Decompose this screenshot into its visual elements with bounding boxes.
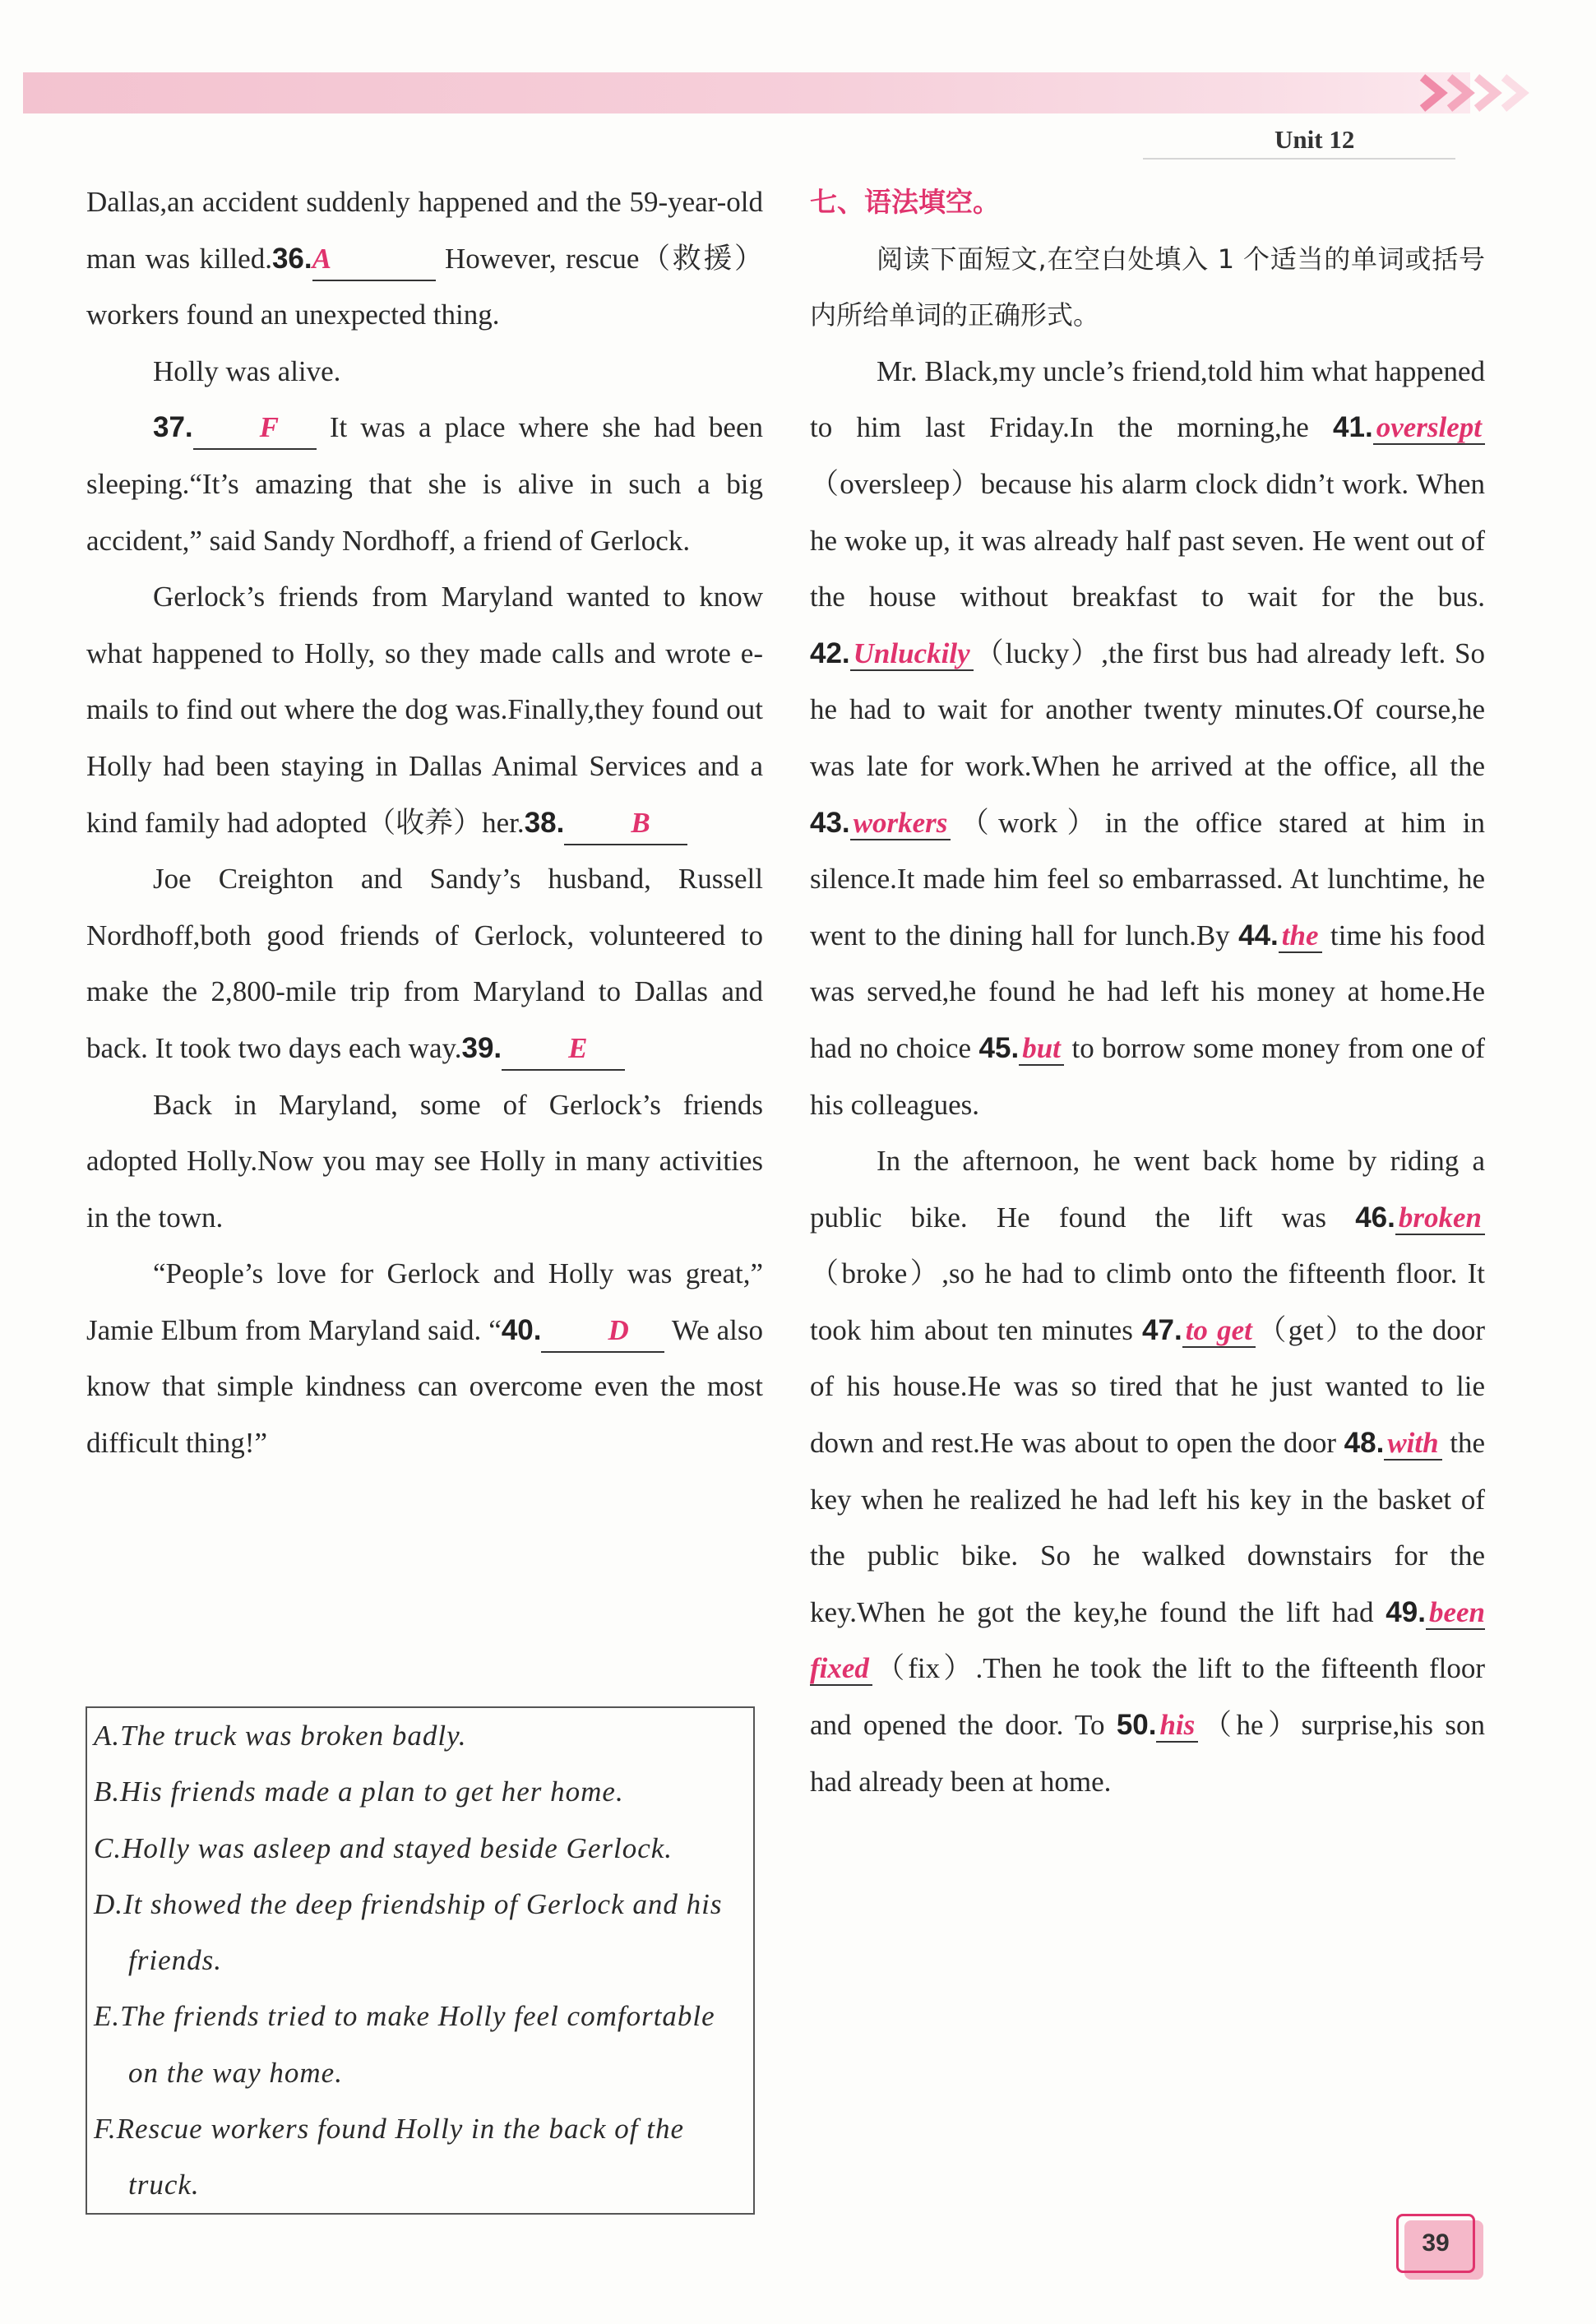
answer-blank[interactable]: the (1279, 919, 1322, 953)
question-number: 44. (1238, 919, 1279, 951)
chevron-right-icon (1418, 71, 1542, 115)
question-number: 42. (810, 637, 850, 669)
option-a: A.The truck was broken badly. (94, 1720, 467, 1752)
right-column (810, 174, 1485, 1810)
question-number: 48. (1344, 1427, 1385, 1460)
answer-blank[interactable]: A (312, 238, 436, 281)
option-e: E.The friends tried to make Holly feel comfortable on the way home. (94, 2000, 715, 2089)
paragraph-5: Joe Creighton and Sandy’s husband, Russell Nordhoff,both good friends of Gerlock, volunteered to make the 2,800-mile trip from Maryland to Dallas and back. It took two days each way.39. E (86, 851, 763, 1076)
question-number: 49. (1386, 1595, 1426, 1628)
question-number: 43. (810, 806, 850, 839)
question-number: 39. (461, 1031, 502, 1064)
answer-blank[interactable]: to get (1182, 1314, 1256, 1348)
passage-paragraph-1: Mr. Black,my uncle’s friend,told him what happened to him last Friday.In the morning,he 41. overslept（oversleep）because his alarm clock didn’t work. When he woke up, it was already half past seven. He went out of the house without breakfast to wait for the bus. 42. Unluckily （lucky）,the first bus had already left. So he had to wait for another twenty minutes.Of course,he was late for work.When he arrived at the office, all the 43. workers （work）in the office stared at him in silence.It made him feel so embarrassed. At lunchtime, he went to the dining hall for lunch.By 44. the time his food was served,he found he had left his money at home.He had no choice 45. but to borrow some money from one of his colleagues. (810, 354, 1485, 1121)
answer-blank[interactable]: E (502, 1028, 625, 1071)
question-number: 46. (1355, 1201, 1395, 1234)
question-number: 36. (271, 242, 312, 275)
header-band (23, 72, 1470, 113)
answer-blank[interactable]: workers (850, 807, 951, 840)
question-number: 47. (1142, 1313, 1182, 1346)
instruction: 阅读下面短文,在空白处填入 1 个适当的单词或括号内所给单词的正确形式。 (810, 243, 1485, 331)
answer-blank[interactable]: D (541, 1310, 664, 1353)
option-c: C.Holly was asleep and stayed beside Gerlock. (94, 1831, 673, 1864)
question-number: 41. (1333, 411, 1373, 444)
answer-blank[interactable]: but (1019, 1032, 1064, 1066)
page-number: 39 (1396, 2214, 1475, 2273)
option-b: B.His friends made a plan to get her home. (94, 1775, 624, 1808)
paragraph-7: “People’s love for Gerlock and Holly was great,” Jamie Elbum from Maryland said. “40. D We also know that simple kindness can overcome even the most difficult thing!” (86, 1257, 764, 1460)
answer-blank[interactable]: overslept (1373, 411, 1485, 445)
unit-label: Unit 12 (1274, 125, 1355, 154)
answer-blank[interactable]: with (1384, 1427, 1441, 1461)
question-number: 40. (501, 1313, 542, 1346)
answer-blank[interactable]: been fixed (810, 1595, 1485, 1685)
passage-paragraph-2: In the afternoon, he went back home by riding a public bike. He found the lift was 46. broken（broke）,so he had to climb onto the fifteenth floor. It took him about ten minutes 47. to get （get）to the door of his house.He was so tired that he just wanted to lie down and rest.He was about to open the door 48. with the key when he realized he had left his key in the basket of the public bike. So he walked downstairs for the key.When he got the key,he found the lift had 49. been fixed （fix）.Then he took the lift to the fifteenth floor and opened the door. To 50. his （he）surprise,his son had already been at home. (810, 1145, 1486, 1798)
answer-blank[interactable]: his (1156, 1709, 1198, 1743)
paragraph-2: Holly was alive. (153, 354, 341, 387)
question-number: 50. (1116, 1709, 1157, 1742)
question-number: 37. (153, 411, 193, 444)
answer-blank[interactable]: B (564, 803, 687, 845)
answer-blank[interactable]: broken (1395, 1201, 1485, 1235)
question-number: 38. (524, 806, 565, 839)
option-f: F.Rescue workers found Holly in the back of the truck. (94, 2113, 685, 2201)
paragraph-6: Back in Maryland, some of Gerlock’s friends adopted Holly.Now you may see Holly in many activities in the town. (86, 1088, 763, 1234)
paragraph-3: 37. F It was a place where she had been sleeping.“It’s amazing that she is alive in such a big accident,” said Sandy Nordhoff, a friend of Gerlock. (86, 400, 763, 569)
question-number: 45. (978, 1031, 1020, 1064)
section-heading: 七、语法填空。 (810, 186, 1000, 218)
paragraph-1: Dallas,an accident suddenly happened and the 59-year-old man was killed.36.A However, rescue（救援）workers found an unexpected thing. (86, 186, 763, 331)
paragraph-4: Gerlock’s friends from Maryland wanted to know what happened to Holly, so they made calls and wrote e-mails to find out where the dog was.Finally,they found out Holly had been staying in Dallas Animal Services and a kind family had adopted（收养）her.38. B (86, 569, 763, 851)
options-box (86, 1706, 755, 2215)
left-column (86, 174, 763, 1472)
option-d: D.It showed the deep friendship of Gerlock and his friends. (94, 1887, 723, 1977)
divider (1143, 158, 1455, 160)
answer-blank[interactable]: F (193, 407, 317, 450)
answer-blank[interactable]: Unluckily (850, 637, 974, 671)
